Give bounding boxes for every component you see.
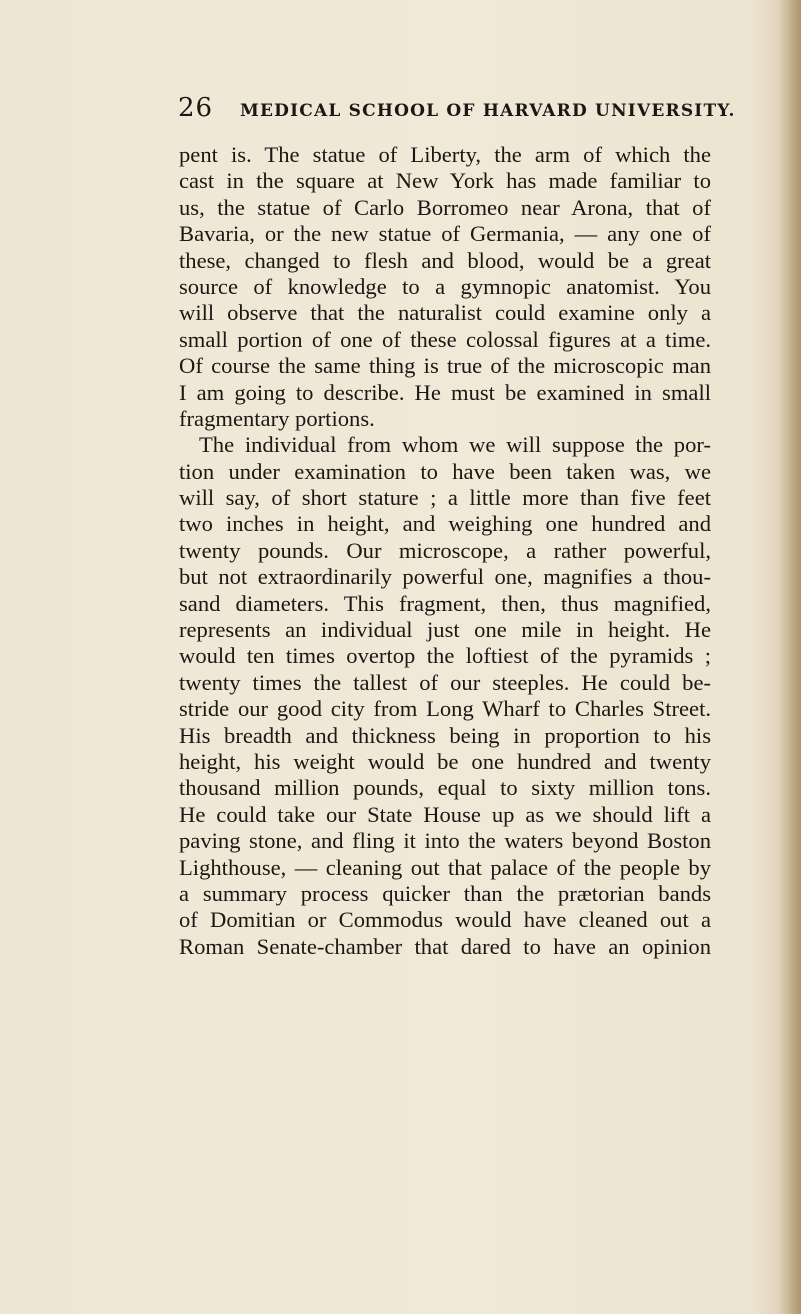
text-line: He could take our State House up as we should lift a [179,801,711,827]
text-line: of Domitian or Commodus would have cleaned out a [179,907,711,933]
text-line: Bavaria, or the new statue of Germania, — any one of [179,221,711,247]
page-edge-shadow [779,0,801,1314]
text-line: these, changed to flesh and blood, would be a great [179,247,711,273]
text-line: small portion of one of these colossal figures at a time. [179,326,711,352]
running-head: MEDICAL SCHOOL OF HARVARD UNIVERSITY. [240,101,736,121]
text-line: height, his weight would be one hundred and twenty [179,748,711,774]
text-line: His breadth and thickness being in proportion to his [179,722,711,748]
text-line: pent is. The statue of Liberty, the arm of which the [179,142,711,167]
text-line: The individual from whom we will suppose the por- [199,432,711,458]
page-header [178,93,738,127]
text-line: fragmentary portions. [179,405,375,431]
text-line: two inches in height, and weighing one hundred and [179,511,711,537]
text-line: represents an individual just one mile in height. He [179,617,711,643]
text-line: I am going to describe. He must be examined in small [179,379,711,405]
text-line: twenty pounds. Our microscope, a rather powerful, [179,537,711,563]
text-line: paving stone, and fling it into the waters beyond Boston [179,828,711,854]
text-line: cast in the square at New York has made familiar to [179,168,711,194]
text-line: us, the statue of Carlo Borromeo near Arona, that of [179,194,711,220]
text-line: will say, of short stature ; a little more than five feet [179,485,711,511]
text-line: but not extraordinarily powerful one, magnifies a thou- [179,564,711,590]
text-line: tion under examination to have been taken was, we [179,458,711,484]
text-line: Lighthouse, — cleaning out that palace of the people by [179,854,711,880]
text-line: twenty times the tallest of our steeples. He could be- [179,669,711,695]
body-text [179,142,711,960]
text-line: stride our good city from Long Wharf to Charles Street. [179,696,711,722]
text-line: sand diameters. This fragment, then, thus magnified, [179,590,711,616]
text-line: Roman Senate-chamber that dared to have an opinion [179,933,711,959]
text-line: will observe that the naturalist could examine only a [179,300,711,326]
text-line: Of course the same thing is true of the microscopic man [179,353,711,379]
text-line: would ten times overtop the loftiest of the pyramids ; [179,643,711,669]
page-number: 26 [178,93,214,123]
text-line: a summary process quicker than the prætorian bands [179,880,711,906]
text-line: thousand million pounds, equal to sixty million tons. [179,775,711,801]
text-line: source of knowledge to a gymnopic anatomist. You [179,273,711,299]
